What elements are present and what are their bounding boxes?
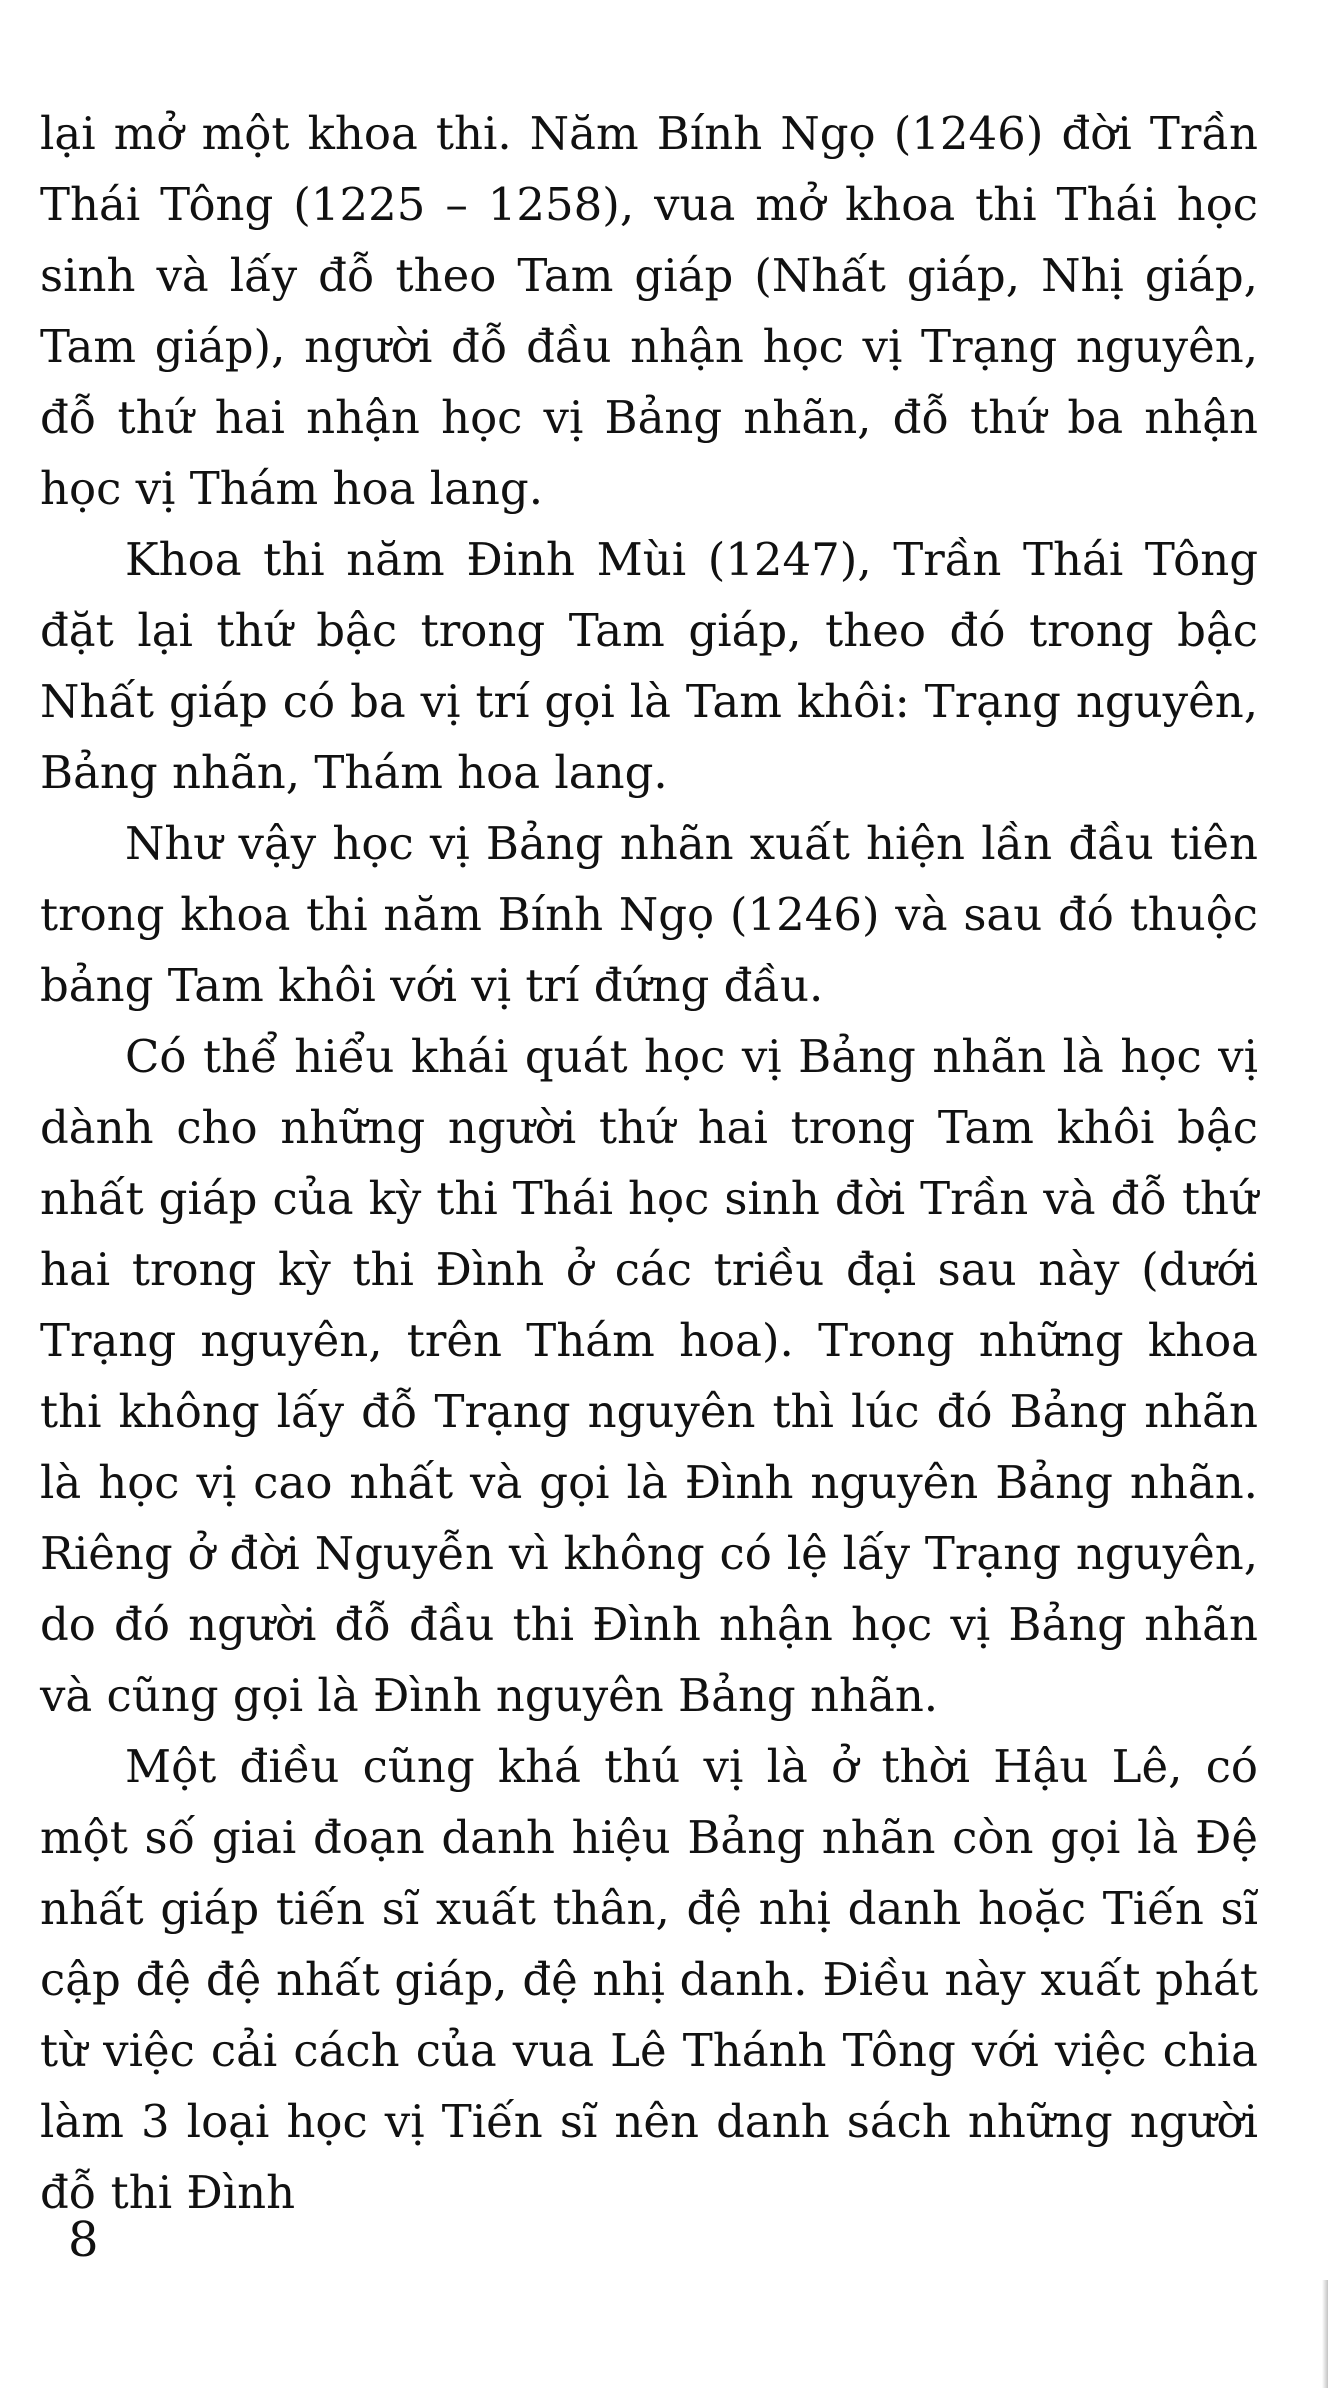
page-number: 8 xyxy=(68,2212,99,2268)
paragraph-5: Một điều cũng khá thú vị là ở thời Hậu Lê, có một số giai đoạn danh hiệu Bảng nhãn còn gọi là Đệ nhất giáp tiến sĩ xuất thân, đệ nhị danh hoặc Tiến sĩ cập đệ đệ nhất giáp, đệ nhị danh. Điều này xuất phát từ việc cải cách của vua Lê Thánh Tông với việc chia làm 3 loại học vị Tiến sĩ nên danh sách những người đỗ thi Đình xyxy=(40,1740,1258,2219)
body-text xyxy=(40,98,1258,2228)
paragraph-2: Khoa thi năm Đinh Mùi (1247), Trần Thái Tông đặt lại thứ bậc trong Tam giáp, theo đó trong bậc Nhất giáp có ba vị trí gọi là Tam khôi: Trạng nguyên, Bảng nhãn, Thám hoa lang. xyxy=(40,533,1258,799)
paragraph-1: lại mở một khoa thi. Năm Bính Ngọ (1246) đời Trần Thái Tông (1225 – 1258), vua mở khoa thi Thái học sinh và lấy đỗ theo Tam giáp (Nhất giáp, Nhị giáp, Tam giáp), người đỗ đầu nhận học vị Trạng nguyên, đỗ thứ hai nhận học vị Bảng nhãn, đỗ thứ ba nhận học vị Thám hoa lang. xyxy=(40,107,1258,515)
paragraph-4: Có thể hiểu khái quát học vị Bảng nhãn là học vị dành cho những người thứ hai trong Tam khôi bậc nhất giáp của kỳ thi Thái học sinh đời Trần và đỗ thứ hai trong kỳ thi Đình ở các triều đại sau này (dưới Trạng nguyên, trên Thám hoa). Trong những khoa thi không lấy đỗ Trạng nguyên thì lúc đó Bảng nhãn là học vị cao nhất và gọi là Đình nguyên Bảng nhãn. Riêng ở đời Nguyễn vì không có lệ lấy Trạng nguyên, do đó người đỗ đầu thi Đình nhận học vị Bảng nhãn và cũng gọi là Đình nguyên Bảng nhãn. xyxy=(40,1030,1258,1722)
paragraph-3: Như vậy học vị Bảng nhãn xuất hiện lần đầu tiên trong khoa thi năm Bính Ngọ (1246) và sau đó thuộc bảng Tam khôi với vị trí đứng đầu. xyxy=(40,817,1258,1012)
page-edge-shadow xyxy=(1322,2280,1328,2388)
